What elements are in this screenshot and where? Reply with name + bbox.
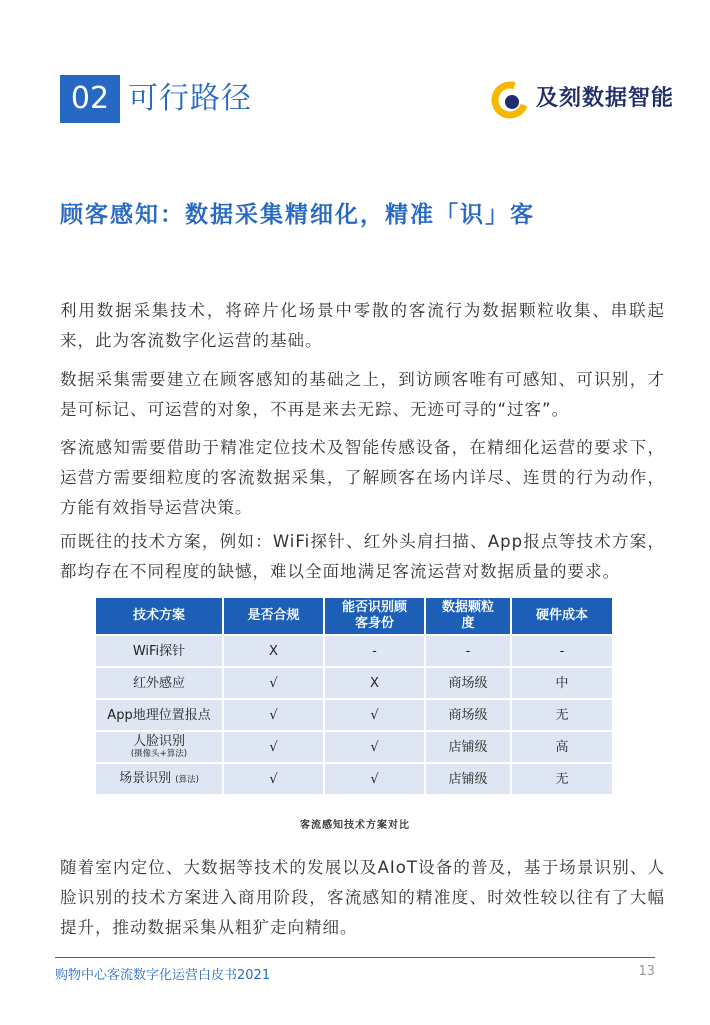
paragraph: 利用数据采集技术，将碎片化场景中零散的客流行为数据颗粒收集、串联起来，此为客流数字化运营的基础。 [60,301,665,350]
cell-identify: √ [325,762,426,794]
solution-name: 场景识别 [119,770,172,786]
cell-granularity: 商场级 [426,666,512,698]
header-cost: 硬件成本 [512,598,612,634]
paragraph: 数据采集需要建立在顾客感知的基础之上，到访顾客唯有可感知、可识别，才是可标记、可运营的对象，不再是来去无踪、无迹可寻的“过客”。 [60,370,665,419]
table-header-row [96,598,612,634]
footer-divider [55,957,655,958]
cell-granularity: - [426,634,512,666]
paragraph: 随着室内定位、大数据等技术的发展以及AIoT设备的普及，基于场景识别、人脸识别的技术方案进入商用阶段，客流感知的精准度、时效性较以往有了大幅提升，推动数据采集从粗犷走向精细。 [60,858,665,937]
table-row [96,666,612,698]
table-row [96,634,612,666]
cell-cost: 无 [512,762,612,794]
solution-note: (摄像头+算法) [130,749,188,759]
header-identify: 能否识别顾客身份 [325,598,426,634]
table-caption: 客流感知技术方案对比 [300,820,410,831]
cell-solution: WiFi探针 [96,634,224,666]
cell-granularity: 店铺级 [426,730,512,762]
cell-granularity: 店铺级 [426,762,512,794]
cell-solution: 红外感应 [96,666,224,698]
page-subtitle: 顾客感知：数据采集精细化，精准「识」客 [60,202,535,228]
cell-cost: 无 [512,698,612,730]
table-row [96,698,612,730]
cell-cost: - [512,634,612,666]
cell-compliant: √ [224,698,325,730]
cell-granularity: 商场级 [426,698,512,730]
cell-compliant: X [224,634,325,666]
logo-text: 及刻数据智能 [536,86,675,111]
solution-note: (算法) [175,774,199,785]
comparison-table [96,598,612,794]
cell-solution [96,762,224,794]
section-number-badge: 02 [60,75,120,123]
cell-identify: √ [325,698,426,730]
section-title: 可行路径 [128,81,252,116]
logo-mark-icon [490,80,530,120]
page-number: 13 [638,964,655,979]
cell-compliant: √ [224,666,325,698]
footer-doc-title: 购物中心客流数字化运营白皮书2021 [55,968,271,983]
solution-name: 人脸识别 [132,734,185,749]
table-row [96,762,612,794]
table-row [96,730,612,762]
cell-solution [96,730,224,762]
paragraph: 客流感知需要借助于精准定位技术及智能传感设备，在精细化运营的要求下，运营方需要细粒度的客流数据采集，了解顾客在场内详尽、连贯的行为动作，方能有效指导运营决策。 [60,438,665,517]
cell-cost: 高 [512,730,612,762]
brand-logo [490,78,680,120]
cell-solution: App地理位置报点 [96,698,224,730]
cell-identify: - [325,634,426,666]
cell-identify: X [325,666,426,698]
cell-compliant: √ [224,762,325,794]
paragraph: 而既往的技术方案，例如：WiFi探针、红外头肩扫描、App报点等技术方案，都均存在不同程度的缺憾，难以全面地满足客流运营对数据质量的要求。 [60,532,665,581]
header-granularity: 数据颗粒度 [426,598,512,634]
header-solution: 技术方案 [96,598,224,634]
header-compliant: 是否合规 [224,598,325,634]
cell-identify: √ [325,730,426,762]
cell-compliant: √ [224,730,325,762]
cell-cost: 中 [512,666,612,698]
